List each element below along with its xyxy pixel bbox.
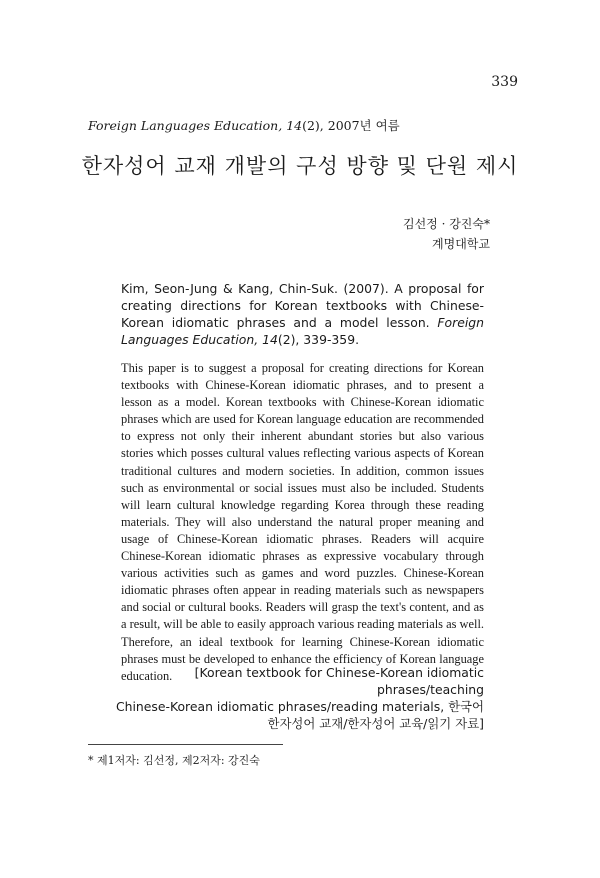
author-block bbox=[403, 214, 490, 254]
footnote-divider bbox=[88, 744, 283, 745]
paper-title: 한자성어 교재 개발의 구성 방향 및 단원 제시 bbox=[81, 154, 519, 178]
running-header bbox=[88, 116, 400, 134]
journal-name: Foreign Languages Education, bbox=[88, 118, 287, 133]
citation bbox=[121, 280, 484, 348]
journal-issue: (2), 2007년 여름 bbox=[302, 118, 400, 133]
author-names: 김선정 · 강진숙* bbox=[403, 217, 490, 231]
page-number: 339 bbox=[491, 74, 518, 90]
citation-pages: (2), 339-359. bbox=[277, 332, 360, 347]
journal-volume: 14 bbox=[286, 118, 303, 133]
abstract: This paper is to suggest a proposal for creating directions for Korean textbooks with Chinese-Korean idiomatic phrases, and to present a lesson as a model. Korean textbooks with Chinese-Korean idiomatic phrases which are used for Korean language education are recommended to express not only their inherent abundant stories but also various stories which posses cultural values reflecting various aspects of Korean traditional cultures and modern societies. In addition, common issues such as environmental or social issues must also be included. Students will learn cultural knowledge regarding Korea through these reading materials. They will also understand the natural proper meaning and usage of Chinese-Korean idiomatic phrases. Readers will acquire Chinese-Korean idiomatic phrases as expressive vocabulary through various activities such as games and word puzzles. Chinese-Korean idiomatic phrases often appear in reading materials such as newspapers and social or cultural books. Readers will grasp the text's content, and as a result, will be able to easily approach various reading materials as well. Therefore, an ideal textbook for learning Chinese-Korean idiomatic phrases must be developed to enhance the efficiency of Korean language education. bbox=[121, 361, 484, 683]
keywords-line-1: [Korean textbook for Chinese-Korean idiomatic phrases/teaching bbox=[194, 665, 484, 697]
citation-text: Kim, Seon-Jung & Kang, Chin-Suk. (2007). A proposal for creating directions for Korean textbooks with Chinese-Korean idiomatic phrases and a model lesson. bbox=[121, 281, 484, 330]
citation-journal: Foreign Languages Education, 14 bbox=[121, 315, 484, 347]
keywords-line-2: Chinese-Korean idiomatic phrases/reading materials, 한국어 bbox=[115, 699, 484, 714]
keywords-line-3: 한자성어 교재/한자성어 교육/읽기 자료] bbox=[267, 716, 484, 731]
author-affiliation: 계명대학교 bbox=[432, 237, 490, 251]
footnote: * 제1저자: 김선정, 제2저자: 강진숙 bbox=[88, 754, 260, 767]
keywords bbox=[100, 664, 484, 732]
